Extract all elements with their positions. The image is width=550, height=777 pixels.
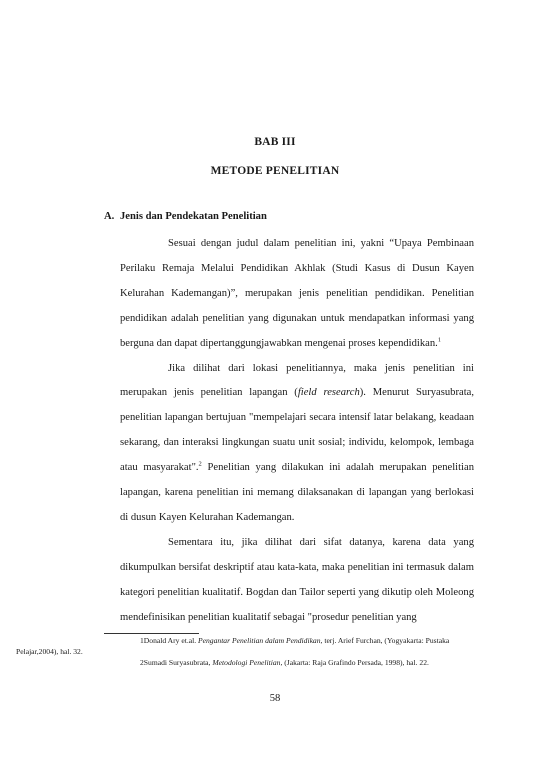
paragraph-2-text-c: Penelitian yang dilakukan ini adalah merupakan penelitian lapangan, karena penelitian ini memang dilaksanakan di lapangan yang berlokasi di dusun Kayen Kelurahan Kademangan.: [120, 462, 474, 523]
paragraph-2-italic-term: field research: [297, 387, 360, 399]
paragraph-2-text-b: ). Menurut Suryasubrata, penelitian lapangan bertujuan "mempelajari secara intensif latar belakang, keadaan sekarang, dan interaksi lingkungan suatu unit sosial; individu, kelompok, lembaga atau masyarakat".: [120, 387, 474, 474]
footnote-2-text-b: , (Jakarta: Raja Grafindo Persada, 1998), hal. 22.: [280, 658, 429, 668]
paragraph-2-text-a: Jika dilihat dari lokasi penelitiannya, maka jenis penelitian ini merupakan jenis penelitian lapangan (: [120, 362, 474, 399]
footnotes: [16, 635, 480, 669]
section-heading: [104, 211, 267, 222]
footnote-separator: [104, 633, 199, 634]
footnote-ref-1: 1: [437, 336, 442, 344]
chapter-number: BAB III: [254, 136, 296, 148]
section-letter: A.: [104, 211, 115, 222]
paragraph-3: [120, 531, 474, 631]
footnote-1-text-a: 1Donald Ary et.al.: [140, 636, 198, 645]
chapter-title: METODE PENELITIAN: [210, 165, 340, 177]
footnote-2-title: Metodologi Penelitian: [212, 658, 281, 668]
footnote-1-text-b: , terj. Arief Furchan, (Yogyakarta: Pustaka Pelajar,2004), hal. 32.: [16, 636, 450, 657]
paragraph-1: [120, 232, 474, 357]
footnote-1: [16, 635, 480, 657]
section-title: Jenis dan Pendekatan Penelitian: [120, 211, 267, 222]
paragraph-2: [120, 357, 474, 531]
body-text: [120, 232, 474, 631]
footnote-2-text-a: 2Sumadi Suryasubrata,: [140, 658, 213, 668]
footnote-2: [16, 657, 480, 668]
footnote-ref-2: 2: [198, 460, 202, 468]
paragraph-3-text: Sementara itu, jika dilihat dari sifat datanya, karena data yang dikumpulkan bersifat deskriptif atau kata-kata, maka penelitian ini termasuk dalam kategori penelitian kualitatif. Bogdan dan Tailor seperti yang dikutip oleh Moleong mendefinisikan penelitian kualitatif sebagai "prosedur penelitian yang: [120, 536, 474, 623]
paragraph-1-text: Sesuai dengan judul dalam penelitian ini, yakni “Upaya Pembinaan Perilaku Remaja Melalui Pendidikan Akhlak (Studi Kasus di Dusun Kayen Kelurahan Kademangan)”, merupakan jenis penelitian pendidikan. Penelitian pendidikan adalah penelitian yang digunakan untuk mendapatkan informasi yang berguna dan dapat dipertanggungjawabkan mengenai proses kependidikan.: [120, 238, 474, 349]
footnote-1-title: Pengantar Penelitian dalam Pendidikan: [198, 636, 321, 645]
page-number: 58: [269, 693, 281, 704]
